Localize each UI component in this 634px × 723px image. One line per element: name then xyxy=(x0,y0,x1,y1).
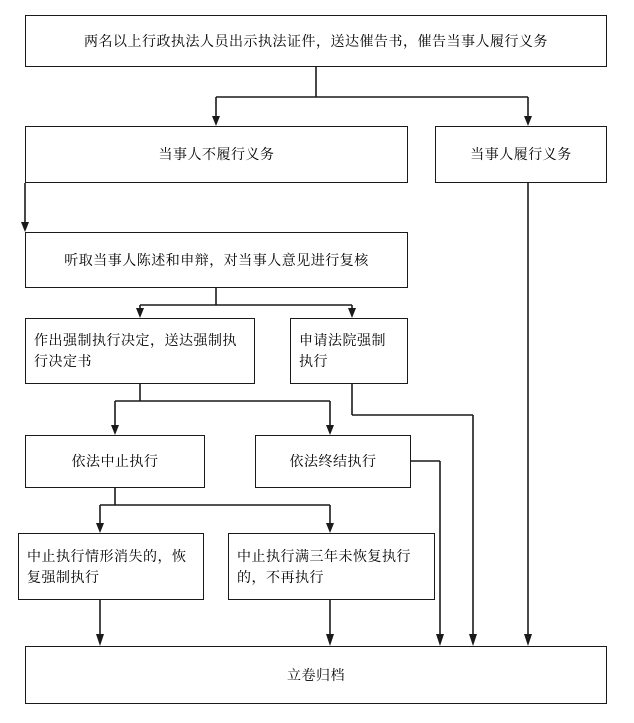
arrow-to-n8 xyxy=(326,425,334,435)
arrow-to-n6 xyxy=(348,308,356,318)
node-label: 作出强制执行决定，送达强制执行决定书 xyxy=(34,332,237,369)
arrow-n9-to-n11 xyxy=(96,634,104,646)
arrow-to-n4 xyxy=(21,222,29,232)
arrow-to-n7 xyxy=(111,425,119,435)
node-no-enforcement-after-three-years xyxy=(228,533,435,600)
arrow-n6-to-n11 xyxy=(469,634,477,646)
node-label: 听取当事人陈述和申辩，对当事人意见进行复核 xyxy=(64,251,369,268)
node-label: 立卷归档 xyxy=(287,666,345,683)
node-make-enforcement-decision xyxy=(25,318,255,384)
arrow-n8-to-n11 xyxy=(436,634,444,646)
arrow-to-n2 xyxy=(212,116,220,126)
arrow-to-n10 xyxy=(326,523,334,533)
node-label: 中止执行情形消失的，恢复强制执行 xyxy=(27,547,187,585)
node-resume-enforcement xyxy=(18,533,204,600)
node-label: 两名以上行政执法人员出示执法证件，送达催告书，催告当事人履行义务 xyxy=(84,32,548,49)
node-party-perform xyxy=(435,126,607,183)
arrow-to-n5 xyxy=(136,308,144,318)
node-hear-statement xyxy=(25,232,408,288)
node-catalog-notice xyxy=(25,15,607,67)
node-label: 当事人履行义务 xyxy=(470,146,572,162)
node-suspend-enforcement xyxy=(25,435,205,488)
node-label: 依法终结执行 xyxy=(289,453,377,469)
arrow-to-n9 xyxy=(96,523,104,533)
arrow-n10-to-n11 xyxy=(326,634,334,646)
node-label: 依法中止执行 xyxy=(71,453,159,469)
node-apply-court-enforcement xyxy=(290,318,408,384)
node-label: 中止执行满三年未恢复执行的，不再执行 xyxy=(237,547,411,585)
node-label: 申请法院强制执行 xyxy=(299,332,386,369)
arrow-to-n3 xyxy=(524,116,532,126)
arrow-n3-to-n11 xyxy=(524,634,532,646)
node-label: 当事人不履行义务 xyxy=(158,146,275,162)
node-party-not-perform xyxy=(25,126,408,183)
node-terminate-enforcement xyxy=(255,435,411,488)
node-file-archive xyxy=(25,646,607,704)
